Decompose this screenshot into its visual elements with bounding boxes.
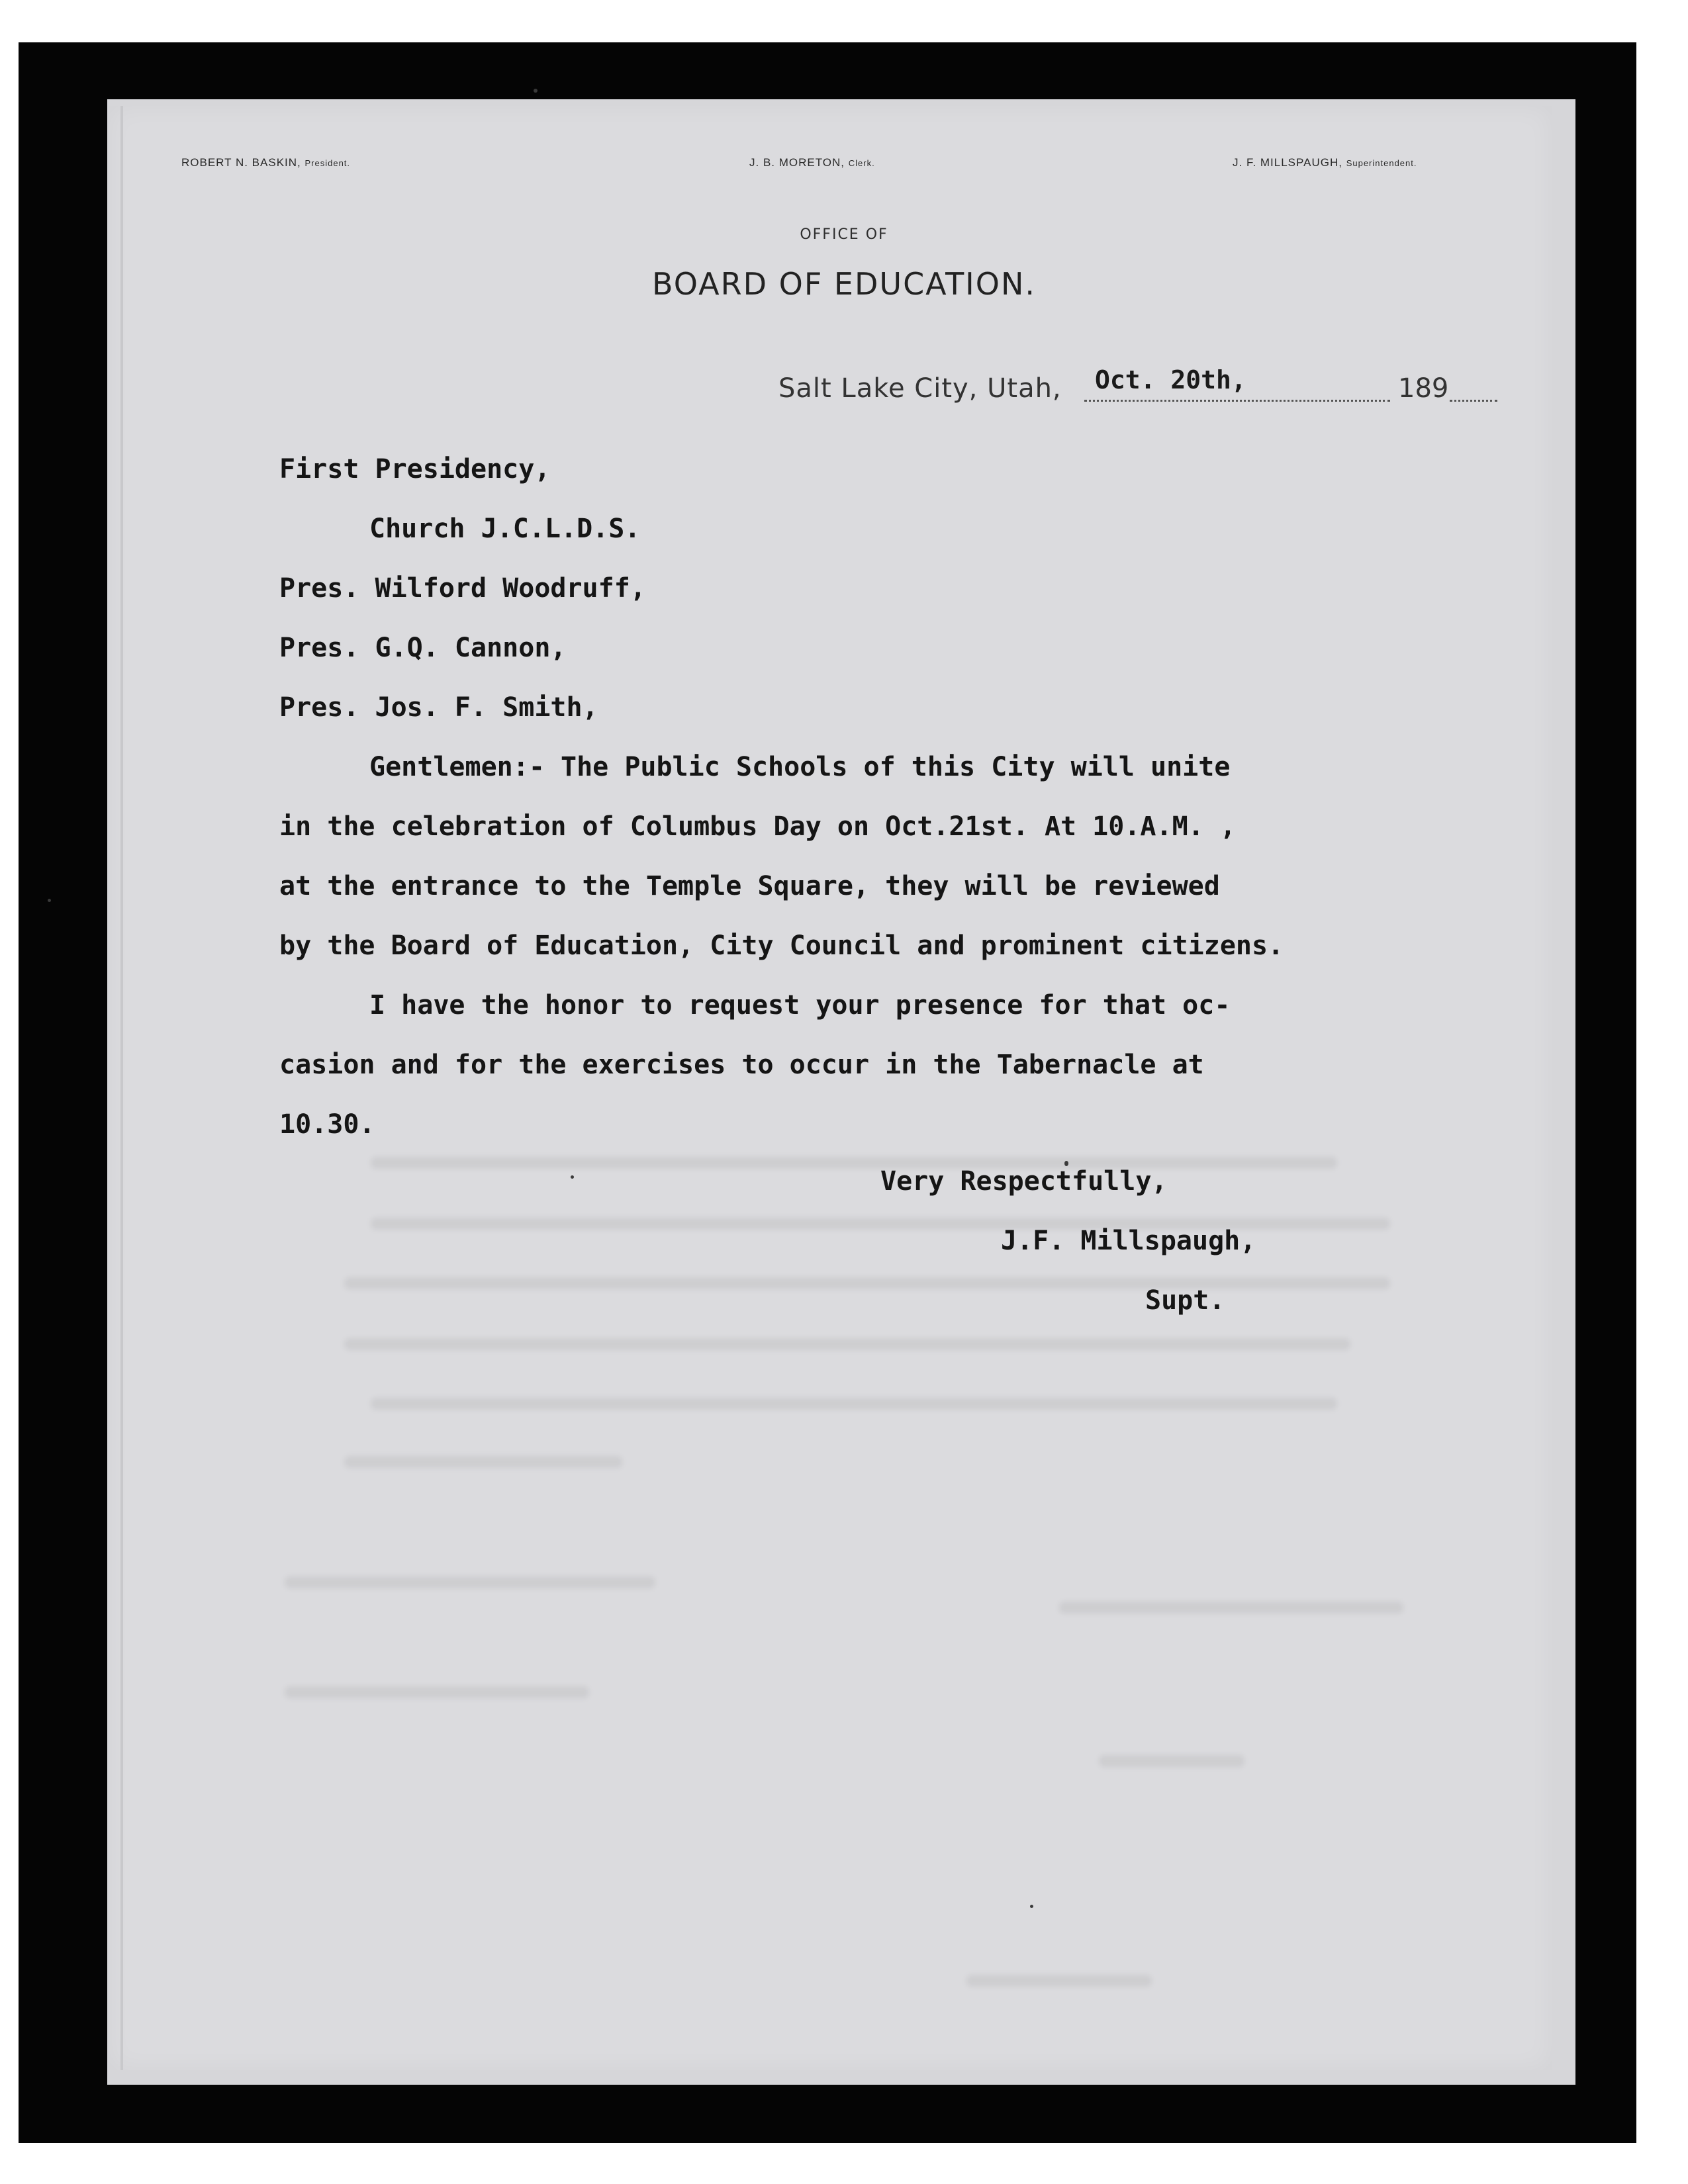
addressee-line: Pres. G.Q. Cannon, — [279, 633, 567, 663]
letterhead-president — [181, 156, 350, 169]
closing-signature: J.F. Millspaugh, — [1001, 1226, 1256, 1256]
closing-title: Supt. — [1145, 1285, 1225, 1316]
scan-speck — [1030, 1905, 1033, 1908]
scan-speck — [534, 89, 538, 93]
office-of-label: OFFICE OF — [800, 226, 888, 243]
body-line: casion and for the exercises to occur in the Tabernacle at — [279, 1050, 1204, 1080]
letterhead-superintendent — [1233, 156, 1417, 169]
board-of-education-heading: BOARD OF EDUCATION. — [652, 266, 1036, 302]
president-name: ROBERT N. BASKIN, — [181, 156, 301, 169]
superintendent-title: Superintendent. — [1346, 158, 1417, 168]
letterhead-clerk — [749, 156, 875, 169]
clerk-title: Clerk. — [848, 158, 875, 168]
closing-salutation: Very Respectfully, — [880, 1166, 1168, 1197]
body-line: by the Board of Education, City Council and prominent citizens. — [279, 931, 1284, 961]
dateline-year: 189 — [1398, 373, 1449, 404]
dateline — [778, 365, 1497, 402]
body-line: I have the honor to request your presence for that oc- — [369, 990, 1231, 1021]
president-title: President. — [305, 158, 351, 168]
scan-speck — [1064, 1161, 1068, 1166]
addressee-line: Pres. Jos. F. Smith, — [279, 692, 598, 723]
superintendent-name: J. F. MILLSPAUGH, — [1233, 156, 1342, 169]
addressee-line: Pres. Wilford Woodruff, — [279, 573, 646, 604]
year-rule — [1450, 400, 1497, 402]
scan-speck — [48, 899, 51, 902]
body-line: in the celebration of Columbus Day on Oct.21st. At 10.A.M. , — [279, 811, 1236, 842]
scan-speck — [571, 1175, 574, 1179]
clerk-name: J. B. MORETON, — [749, 156, 845, 169]
sheet-fold-edge — [120, 106, 123, 2070]
body-line: 10.30. — [279, 1109, 375, 1140]
dateline-place: Salt Lake City, Utah, — [778, 373, 1062, 404]
date-rule — [1084, 400, 1390, 402]
body-line: at the entrance to the Temple Square, they will be reviewed — [279, 871, 1220, 901]
addressee-line: Church J.C.L.D.S. — [369, 514, 641, 544]
body-line: Gentlemen:- The Public Schools of this City will unite — [369, 752, 1231, 782]
addressee-line: First Presidency, — [279, 454, 551, 484]
dateline-date: Oct. 20th, — [1095, 365, 1246, 394]
